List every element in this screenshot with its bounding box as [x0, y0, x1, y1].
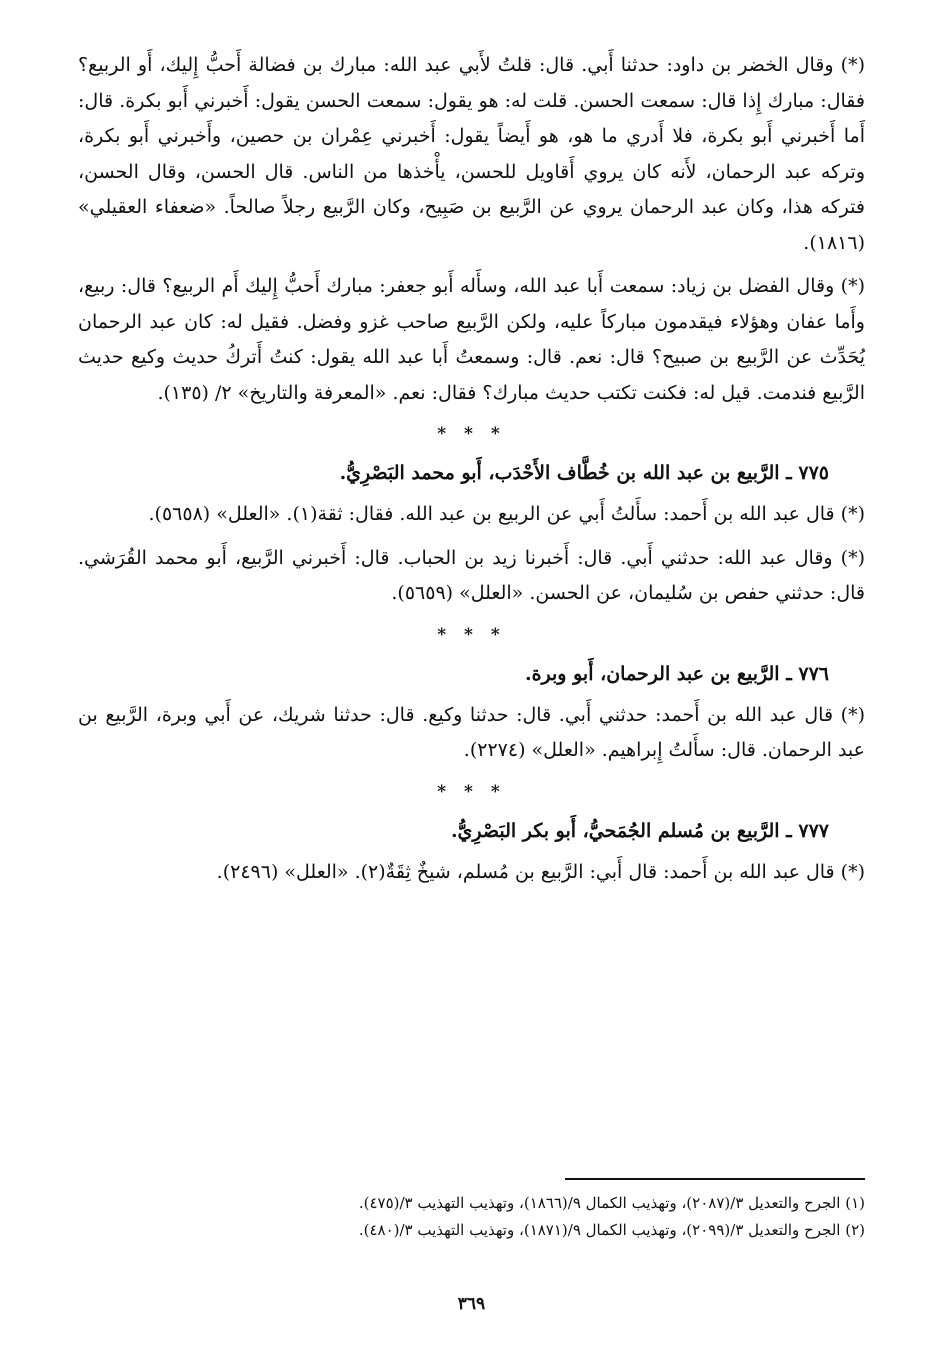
entry-paragraph: (*) قال عبد الله بن أَحمد: قال أَبي: الرَّبيع بن مُسلم، شيخٌ ثِقَةٌ(٢). «العلل» (٢٤٩٦).: [216, 860, 865, 883]
entry-paragraph: (*) وقال الخضر بن داود: حدثنا أَبي. قال: قلتُ لأَبي عبد الله: مبارك بن فضالة أَحبُّ إِليك، أَو الربيع؟ فقال: مبارك إِذا قال: سمعت الحسن. قلت له: هو يقول: سمعت الحسن يقول: أَخبرني أَبو بكرة. قال: أَما أَخبرني أَبو بكرة، فلا أَدري ما هو، هو أَيضاً يقول: أَخبرني عِمْران بن حصين، وأَخبرني أَبو بكرة، وتركه عبد الرحمان، لأَنه كان يروي أَقاويل للحسن، يأْخذها من الناس. قال الحسن، وقال الحسن، فتركه هذا، وكان عبد الرحمان يروي عن الرَّبيع بن صَبِيح، وكان الرَّبيع رجلاً صالحاً. «ضعفاء العقيلي» (١٨١٦).: [78, 54, 865, 254]
biography-section: [78, 455, 865, 612]
section-divider: * * *: [437, 781, 506, 802]
book-page: [78, 48, 865, 1360]
entry-paragraph: (*) قال عبد الله بن أَحمد: سأَلتُ أَبي عن الربيع بن عبد الله. فقال: ثقة(١). «العلل» (٥٦٥٨).: [148, 503, 865, 525]
section-heading: ٧٧٧ ـ الرَّبيع بن مُسلم الجُمَحيُّ، أَبو بكر البَصْرِيُّ.: [450, 819, 829, 842]
biography-section: [78, 813, 865, 891]
section-heading: ٧٧٥ ـ الرَّبيع بن عبد الله بن خُطَّاف الأَحْدَب، أَبو محمد البَصْرِيُّ.: [339, 462, 829, 484]
footnote-item: (٢) الجرح والتعديل ٣/(٢٠٩٩)، وتهذيب الكمال ٩/(١٨٧١)، وتهذيب التهذيب ٣/(٤٨٠).: [358, 1221, 865, 1239]
biography-section: [78, 656, 865, 769]
page-number: ٣٦٩: [457, 1294, 486, 1314]
entry-paragraph: (*) قال عبد الله بن أَحمد: حدثني أَبي. قال: حدثنا وكيع. قال: حدثنا شريك، عن أَبي وبرة، الرَّبيع بن عبد الرحمان. قال: سأَلتُ إِبراهيم. «العلل» (٢٢٧٤).: [78, 703, 865, 761]
footnotes: [78, 1190, 865, 1244]
entry-paragraph: (*) وقال الفضل بن زياد: سمعت أَبا عبد الله، وسأَله أَبو جعفر: مبارك أَحبُّ إِليك أَم الربيع؟ قال: ربيع، وأَما عفان وهؤلاء فيقدمون مباركاً عليه، ولكن الرَّبيع صاحب غزو وفضل. فقيل له: كان عبد الرحمان يُحَدِّث عن الرَّبيع بن صبيح؟ قال: نعم. قال: وسمعتُ أَبا عبد الله يقول: كنتُ أَتركُ حديث وكيع حديث الرَّبيع فندمت. قيل له: فكنت تكتب حديث مبارك؟ فقال: نعم. «المعرفة والتاريخ» ٢/ (١٣٥).: [78, 275, 865, 404]
section-divider: * * *: [437, 624, 506, 645]
entry-paragraph: (*) وقال عبد الله: حدثني أَبي. قال: أَخبرنا زيد بن الحباب. قال: أَخبرني الرَّبيع، أَبو محمد القُرَشي. قال: حدثني حفص بن سُليمان، عن الحسن. «العلل» (٥٦٥٩).: [78, 546, 865, 604]
footnote-separator: [565, 1178, 865, 1180]
section-heading: ٧٧٦ ـ الرَّبيع بن عبد الرحمان، أَبو وبرة.: [524, 662, 829, 685]
section-divider: * * *: [437, 424, 506, 444]
footnote-item: (١) الجرح والتعديل ٣/(٢٠٨٧)، وتهذيب الكمال ٩/(١٨٦٦)، وتهذيب التهذيب ٣/(٤٧٥).: [358, 1194, 865, 1212]
